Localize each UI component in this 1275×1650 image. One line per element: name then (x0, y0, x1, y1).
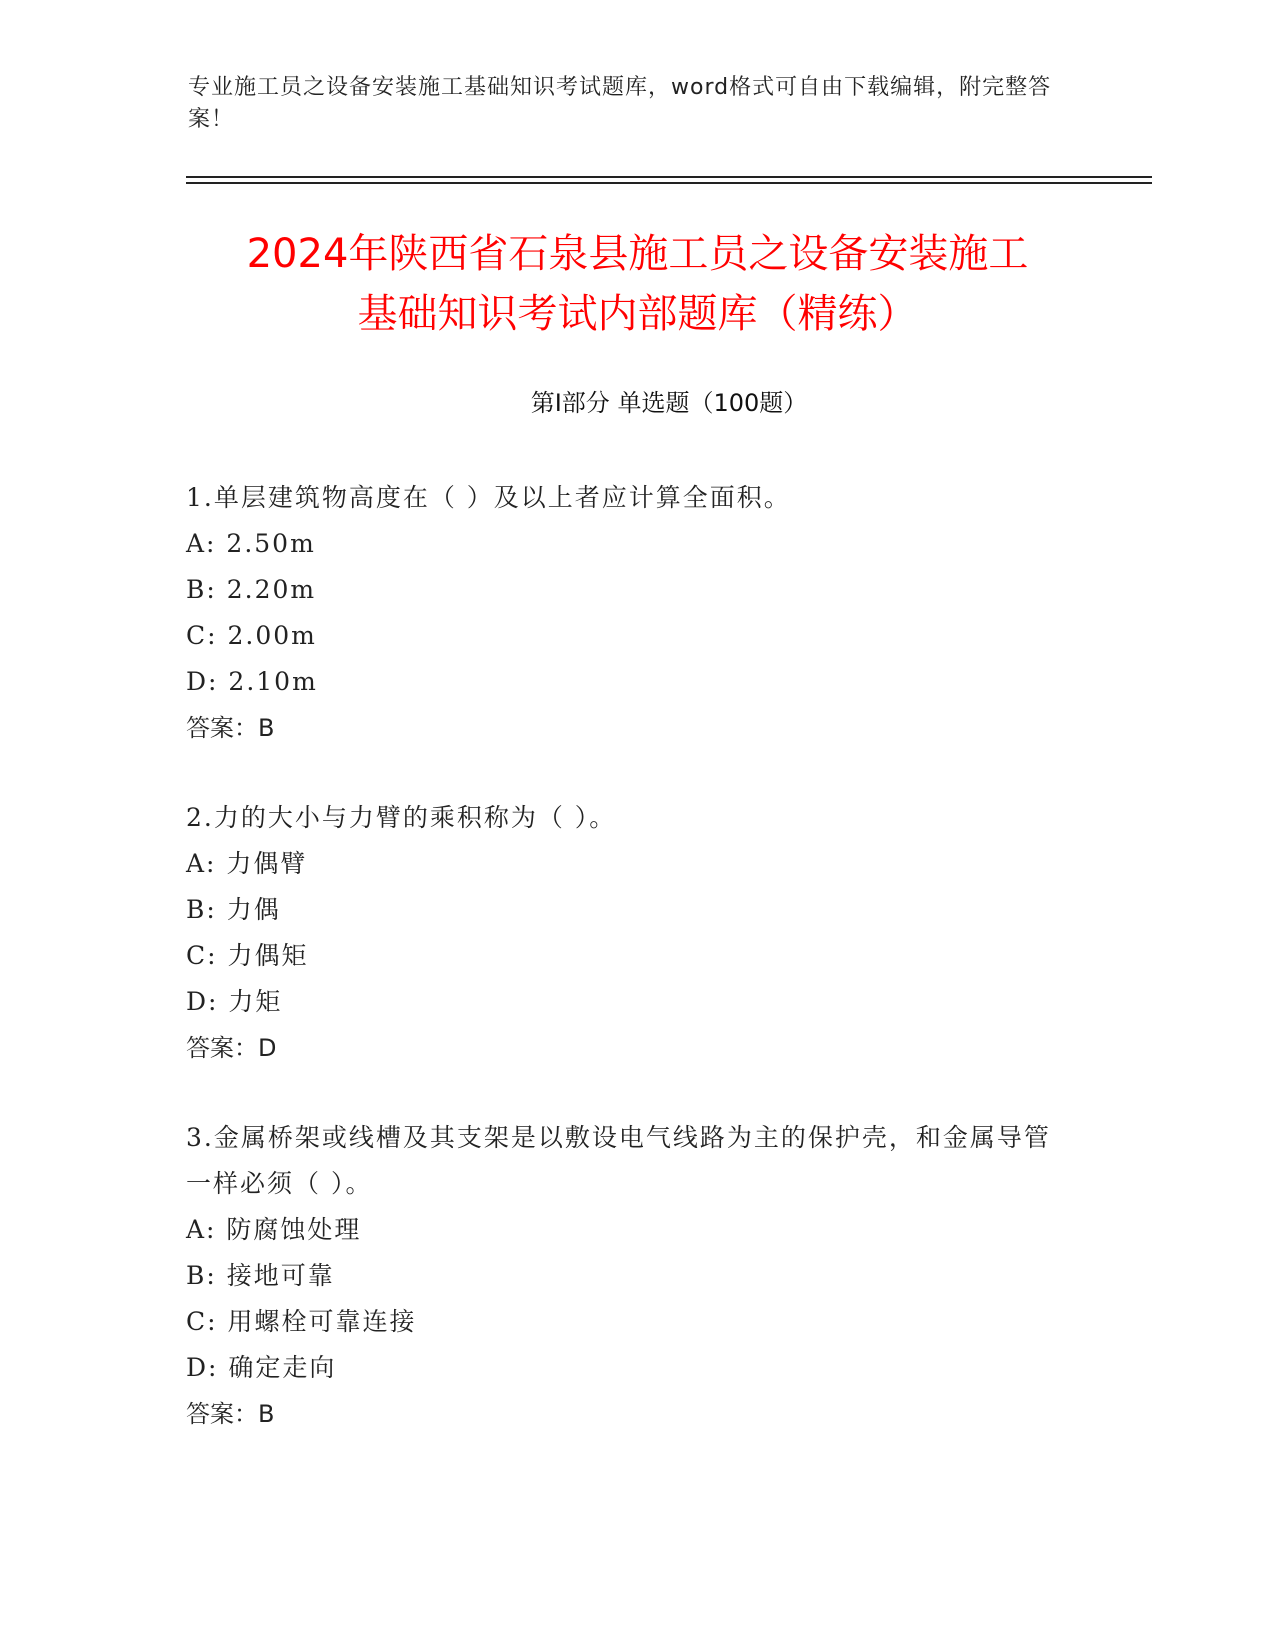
answer: 答案：B (186, 714, 275, 742)
option-a: A: 力偶臂 (186, 849, 308, 878)
header-divider-bottom (186, 182, 1152, 184)
question-stem: 3.金属桥架或线槽及其支架是以敷设电气线路为主的保护壳，和金属导管一样必须（ ）。 (186, 1123, 1051, 1198)
question-2 (186, 795, 1066, 1071)
option-c: C: 用螺栓可靠连接 (186, 1307, 417, 1336)
option-b: B: 接地可靠 (186, 1261, 335, 1290)
option-c: C: 力偶矩 (186, 941, 309, 970)
question-stem: 1.单层建筑物高度在（ ）及以上者应计算全面积。 (186, 483, 791, 512)
answer: 答案：B (186, 1400, 275, 1428)
question-3 (186, 1115, 1066, 1437)
option-d: D: 确定走向 (186, 1353, 337, 1382)
option-b: B: 力偶 (186, 895, 281, 924)
question-stem: 2.力的大小与力臂的乘积称为（ ）。 (186, 803, 617, 832)
header-divider-top (186, 176, 1152, 178)
option-c: C: 2.00m (186, 621, 317, 650)
option-a: A: 防腐蚀处理 (186, 1215, 362, 1244)
document-title-line-2: 基础知识考试内部题库（精练） (357, 291, 918, 337)
question-1 (186, 475, 1066, 751)
answer: 答案：D (186, 1034, 277, 1062)
header-note: 专业施工员之设备安装施工基础知识考试题库，word格式可自由下载编辑，附完整答案！ (188, 75, 1052, 132)
option-d: D: 力矩 (186, 987, 283, 1016)
document-title-line-1: 2024年陕西省石泉县施工员之设备安装施工 (246, 231, 1029, 277)
option-d: D: 2.10m (186, 667, 318, 696)
option-a: A: 2.50m (186, 529, 316, 558)
section-heading: 第I部分 单选题（100题） (530, 389, 808, 417)
document-title (140, 224, 1135, 344)
question-list (186, 475, 1066, 1481)
option-b: B: 2.20m (186, 575, 317, 604)
